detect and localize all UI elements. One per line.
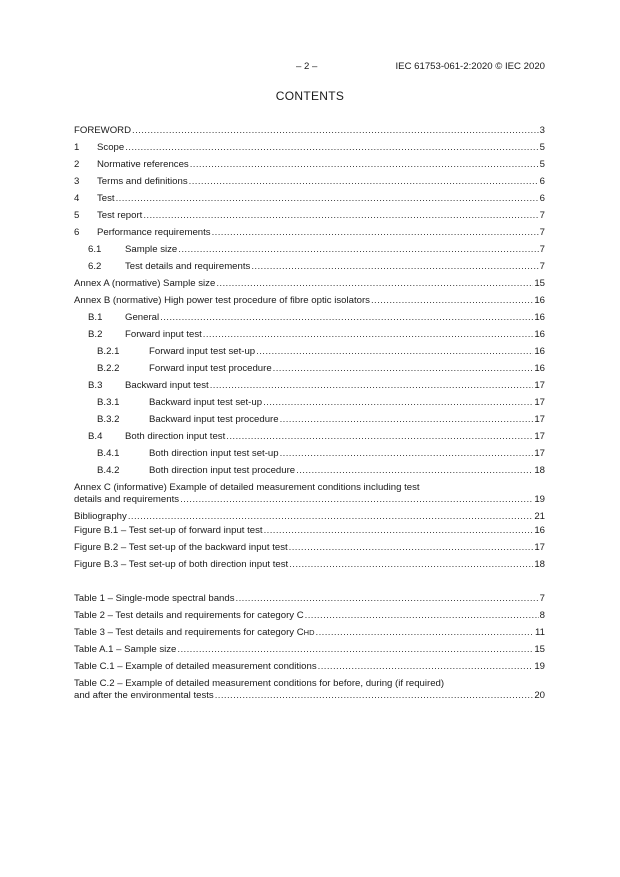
toc-sections	[74, 124, 545, 527]
toc-entry-page: 21	[534, 511, 545, 522]
toc-entry-label: Backward input test set-up	[149, 397, 263, 408]
figure-entry-label: Figure B.2 – Test set-up of the backward input test	[74, 542, 288, 553]
table-entry[interactable]	[74, 660, 545, 677]
toc-entry-number: B.4.1	[97, 448, 120, 459]
toc-entry-page: 7	[539, 244, 545, 255]
toc-entry-scope[interactable]	[74, 141, 545, 158]
table-entry[interactable]	[74, 677, 545, 706]
toc-entry-b21[interactable]	[74, 345, 545, 362]
table-entry-label: Table 1 – Single-mode spectral bands	[74, 593, 235, 604]
toc-entry-page: 7	[539, 261, 545, 272]
table-entry-superscript: HD	[303, 628, 315, 637]
toc-entry-test-report[interactable]	[74, 209, 545, 226]
table-entry-label-line1: Table C.2 – Example of detailed measurement conditions for before, during (if required)	[74, 678, 445, 689]
table-entry[interactable]	[74, 592, 545, 609]
toc-entry-page: 5	[539, 142, 545, 153]
toc-entry-label: details and requirements	[74, 494, 180, 505]
toc-entry-number: B.3.1	[97, 397, 120, 408]
toc-entry-page: 7	[539, 210, 545, 221]
toc-entry-label: Forward input test	[125, 329, 202, 340]
toc-entry-number: B.3	[88, 380, 103, 391]
toc-entry-page: 16	[534, 363, 545, 374]
toc-entry-number: B.3.2	[97, 414, 120, 425]
toc-entry-page: 5	[539, 159, 545, 170]
toc-entry-label: Backward input test	[125, 380, 209, 391]
toc-entry-label: Bibliography	[74, 511, 127, 522]
toc-entry-b3[interactable]	[74, 379, 545, 396]
toc-entry-number: 6.2	[88, 261, 102, 272]
toc-entry-foreword[interactable]	[74, 124, 545, 141]
toc-entry-page: 17	[534, 414, 545, 425]
toc-entry-label: Annex A (normative) Sample size	[74, 278, 216, 289]
toc-entry-page: 16	[534, 346, 545, 357]
toc-entry-annex-a[interactable]	[74, 277, 545, 294]
toc-entry-number: B.4	[88, 431, 103, 442]
table-entry-page: 20	[534, 690, 545, 701]
toc-entry-normative-references[interactable]	[74, 158, 545, 175]
toc-entry-page: 17	[534, 448, 545, 459]
toc-entry-label: Forward input test procedure	[149, 363, 272, 374]
figure-entry[interactable]	[74, 558, 545, 575]
toc-entry-number: 6	[74, 227, 80, 238]
figure-entry-page: 18	[534, 559, 545, 570]
toc-entry-number: B.2.2	[97, 363, 120, 374]
toc-entry-test[interactable]	[74, 192, 545, 209]
toc-entry-page: 15	[534, 278, 545, 289]
list-of-tables	[74, 592, 545, 706]
figure-entry[interactable]	[74, 541, 545, 558]
table-entry-label: Table A.1 – Sample size	[74, 644, 177, 655]
page-number: – 2 –	[296, 61, 318, 72]
figure-entry-label: Figure B.3 – Test set-up of both direction input test	[74, 559, 289, 570]
toc-entry-number: 6.1	[88, 244, 102, 255]
table-entry-page: 7	[539, 593, 545, 604]
page-title: CONTENTS	[275, 89, 345, 103]
toc-entry-page: 17	[534, 380, 545, 391]
toc-entry-page: 17	[534, 397, 545, 408]
toc-entry-label: Test details and requirements	[125, 261, 251, 272]
figure-entry-page: 17	[534, 542, 545, 553]
toc-entry-label: Annex B (normative) High power test procedure of fibre optic isolators	[74, 295, 370, 306]
toc-entry-b41[interactable]	[74, 447, 545, 464]
toc-entry-label: Scope	[97, 142, 125, 153]
toc-entry-test-details[interactable]	[74, 260, 545, 277]
figure-entry[interactable]	[74, 524, 545, 541]
toc-entry-b31[interactable]	[74, 396, 545, 413]
toc-entry-annex-c[interactable]	[74, 481, 545, 510]
toc-entry-label: Performance requirements	[97, 227, 211, 238]
toc-entry-b42[interactable]	[74, 464, 545, 481]
toc-entry-b1[interactable]	[74, 311, 545, 328]
toc-entry-number: 4	[74, 193, 80, 204]
table-entry-label: Table C.1 – Example of detailed measurement conditions	[74, 661, 317, 672]
toc-entry-b4[interactable]	[74, 430, 545, 447]
toc-entry-terms[interactable]	[74, 175, 545, 192]
toc-entry-page: 16	[534, 312, 545, 323]
toc-entry-b2[interactable]	[74, 328, 545, 345]
table-entry-label: and after the environmental tests	[74, 690, 214, 701]
toc-entry-page: 6	[539, 193, 545, 204]
figure-entry-page: 16	[534, 525, 545, 536]
list-of-figures	[74, 524, 545, 575]
figure-entry-label: Figure B.1 – Test set-up of forward input test	[74, 525, 263, 536]
toc-entry-label: Both direction input test procedure	[149, 465, 296, 476]
toc-entry-page: 3	[539, 125, 545, 136]
toc-entry-number: 3	[74, 176, 80, 187]
page-header	[0, 61, 620, 75]
toc-entry-label: FOREWORD	[74, 125, 132, 136]
toc-entry-label: Forward input test set-up	[149, 346, 256, 357]
toc-entry-page: 16	[534, 329, 545, 340]
table-entry-page: 11	[535, 627, 545, 638]
toc-entry-page: 16	[534, 295, 545, 306]
table-entry[interactable]	[74, 626, 545, 643]
table-entry-label: Table 3 – Test details and requirements for category C	[74, 627, 304, 638]
toc-entry-performance[interactable]	[74, 226, 545, 243]
toc-entry-number: 2	[74, 159, 80, 170]
toc-entry-label: General	[125, 312, 160, 323]
toc-entry-label: Normative references	[97, 159, 189, 170]
toc-entry-page: 6	[539, 176, 545, 187]
toc-entry-b22[interactable]	[74, 362, 545, 379]
toc-entry-number: 5	[74, 210, 80, 221]
table-entry-page: 8	[539, 610, 545, 621]
toc-entry-page: 17	[534, 431, 545, 442]
toc-entry-page: 7	[539, 227, 545, 238]
toc-entry-b32[interactable]	[74, 413, 545, 430]
table-entry-page: 15	[534, 644, 545, 655]
toc-entry-label: Sample size	[125, 244, 178, 255]
table-entry-label: Table 2 – Test details and requirements for category C	[74, 610, 304, 621]
toc-entry-label: Both direction input test	[125, 431, 226, 442]
toc-entry-label-line1: Annex C (informative) Example of detailed measurement conditions including test	[74, 482, 420, 493]
toc-entry-number: 1	[74, 142, 80, 153]
toc-entry-label: Test	[97, 193, 115, 204]
toc-entry-label: Both direction input test set-up	[149, 448, 279, 459]
table-entry-page: 19	[534, 661, 545, 672]
document-id: IEC 61753-061-2:2020 © IEC 2020	[395, 61, 545, 72]
toc-entry-page: 18	[534, 465, 545, 476]
toc-entry-number: B.2.1	[97, 346, 120, 357]
toc-entry-sample-size[interactable]	[74, 243, 545, 260]
toc-entry-page: 19	[534, 494, 545, 505]
toc-entry-label: Terms and definitions	[97, 176, 188, 187]
toc-entry-label: Test report	[97, 210, 143, 221]
table-entry[interactable]	[74, 609, 545, 626]
toc-entry-number: B.2	[88, 329, 103, 340]
toc-entry-annex-b[interactable]	[74, 294, 545, 311]
toc-entry-number: B.1	[88, 312, 103, 323]
table-entry[interactable]	[74, 643, 545, 660]
toc-entry-label: Backward input test procedure	[149, 414, 279, 425]
toc-entry-number: B.4.2	[97, 465, 120, 476]
